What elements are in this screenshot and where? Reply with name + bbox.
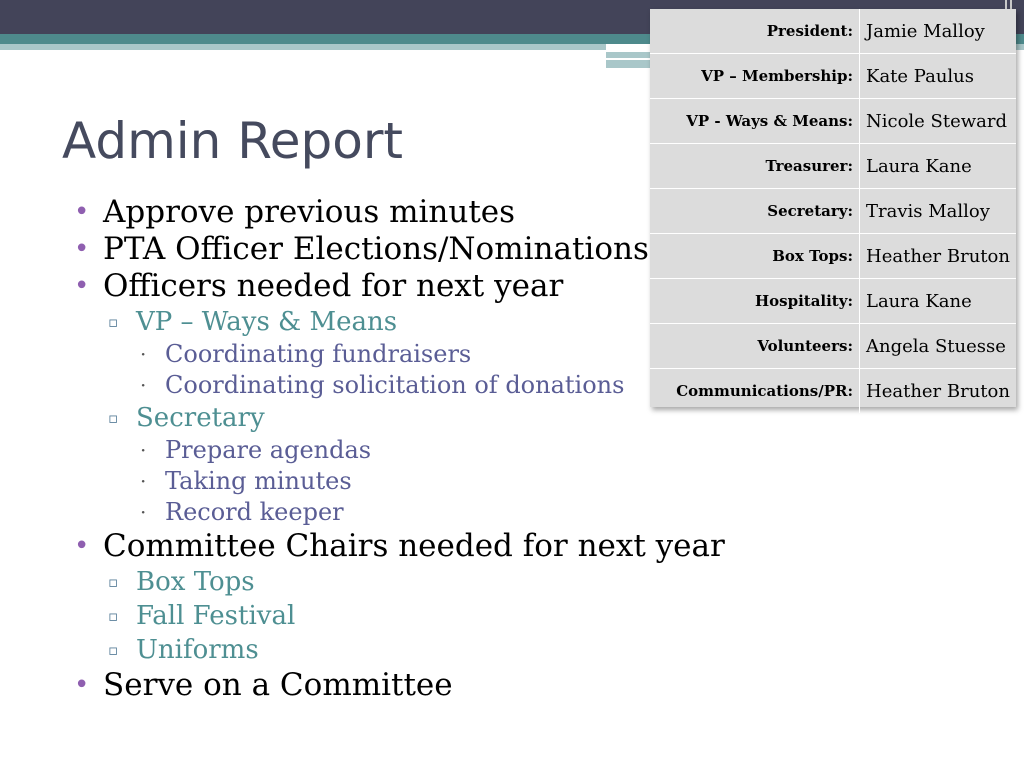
officer-name: Angela Stuesse (860, 324, 1017, 369)
bullet-dot-icon: • (74, 670, 90, 700)
sub-sub-bullet-item (74, 435, 714, 466)
bullet-text: VP – Ways & Means (136, 307, 398, 337)
bullet-text: Approve previous minutes (103, 194, 516, 230)
sub-sub-bullet-item (74, 466, 714, 497)
bullet-text: Coordinating solicitation of donations (165, 371, 625, 399)
officer-table (650, 9, 1016, 413)
officer-role: Box Tops: (650, 234, 860, 279)
bullet-text: Record keeper (165, 498, 344, 526)
bullet-small-dot-icon: · (140, 438, 147, 462)
sub-bullet-item (74, 401, 714, 435)
bullet-square-icon: ▫ (108, 641, 119, 659)
bullet-text: PTA Officer Elections/Nominations (103, 231, 649, 267)
bullet-text: Committee Chairs needed for next year (103, 528, 725, 564)
officer-row (650, 144, 1016, 189)
sub-bullet-item (74, 305, 714, 339)
bullet-text: Serve on a Committee (103, 667, 453, 703)
officer-name: Laura Kane (860, 279, 1017, 324)
officer-row (650, 279, 1016, 324)
officer-name: Kate Paulus (860, 54, 1017, 99)
sub-bullet-item (74, 599, 714, 633)
officer-name: Travis Malloy (860, 189, 1017, 234)
bullet-text: Box Tops (136, 567, 255, 597)
officer-table-panel (650, 9, 1016, 407)
bullet-text: Prepare agendas (165, 436, 372, 464)
bullet-item (74, 528, 725, 565)
bullet-text: Taking minutes (165, 467, 352, 495)
officer-role: President: (650, 9, 860, 54)
officer-role: Communications/PR: (650, 369, 860, 414)
bullet-small-dot-icon: · (140, 469, 147, 493)
bullet-dot-icon: • (74, 531, 90, 561)
officer-role: VP - Ways & Means: (650, 99, 860, 144)
officer-row (650, 189, 1016, 234)
officer-role: Secretary: (650, 189, 860, 234)
officer-role: Hospitality: (650, 279, 860, 324)
bullet-text: Uniforms (136, 635, 259, 665)
sub-bullet-item (74, 565, 714, 599)
bullet-text: Fall Festival (136, 601, 296, 631)
officer-name: Heather Bruton (866, 380, 1010, 402)
bullet-dot-icon: • (74, 234, 90, 264)
officer-role: VP – Membership: (650, 54, 860, 99)
bullet-small-dot-icon: · (140, 342, 147, 366)
slide-title: Admin Report (62, 112, 403, 170)
officer-name: Laura Kane (860, 144, 1017, 189)
bullet-dot-icon: • (74, 197, 90, 227)
officer-row (650, 54, 1016, 99)
sub-bullet-item (74, 633, 714, 667)
bullet-small-dot-icon: · (140, 373, 147, 397)
bullet-square-icon: ▫ (108, 607, 119, 625)
officer-row (650, 99, 1016, 144)
bullet-item (74, 231, 714, 268)
officer-row (650, 9, 1016, 54)
bullet-small-dot-icon: · (140, 500, 147, 524)
officer-role: Volunteers: (650, 324, 860, 369)
officer-name: Heather Bruton (860, 234, 1017, 279)
sub-sub-bullet-item (74, 497, 714, 528)
bullet-text: Coordinating fundraisers (165, 340, 472, 368)
officer-row (650, 234, 1016, 279)
sub-sub-bullet-item (74, 339, 714, 370)
bullet-text: Officers needed for next year (103, 268, 564, 304)
officer-row (650, 369, 1016, 414)
officer-name: Nicole Steward (860, 99, 1017, 144)
bullet-square-icon: ▫ (108, 313, 119, 331)
officer-name: Jamie Malloy (860, 9, 1017, 54)
bullet-text: Secretary (136, 403, 265, 433)
bullet-item (74, 667, 714, 704)
officer-role: Treasurer: (650, 144, 860, 189)
bullet-item (74, 194, 714, 231)
bullet-square-icon: ▫ (108, 573, 119, 591)
bullet-item (74, 268, 714, 305)
bullet-square-icon: ▫ (108, 409, 119, 427)
sub-sub-bullet-item (74, 370, 714, 401)
bullet-dot-icon: • (74, 271, 90, 301)
officer-row (650, 324, 1016, 369)
bullet-list (74, 194, 725, 704)
